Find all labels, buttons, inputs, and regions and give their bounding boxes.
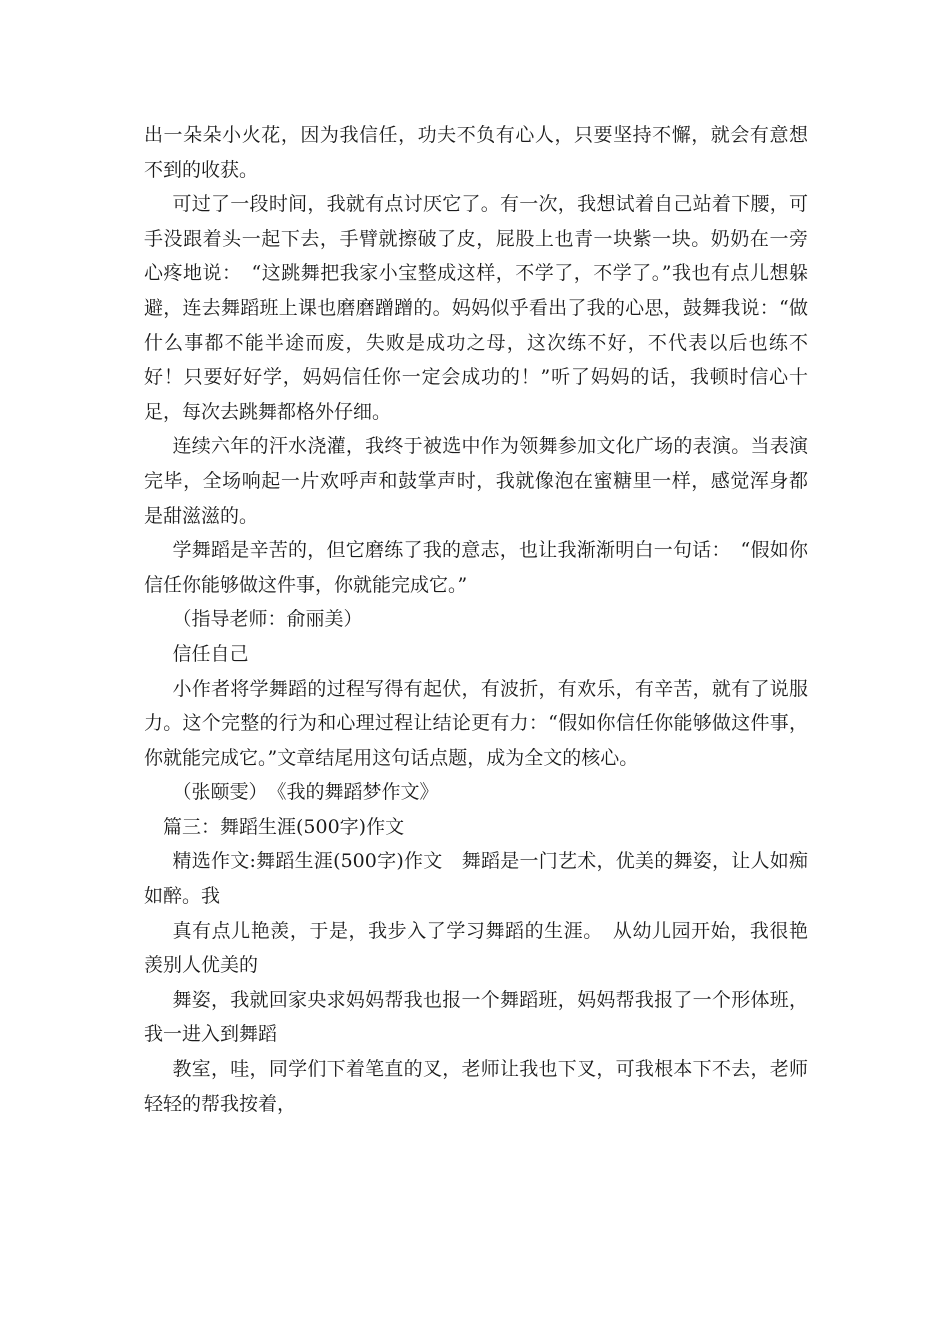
section-heading: 篇三：舞蹈生涯(500字)作文 xyxy=(163,815,405,838)
comment-body: 小作者将学舞蹈的过程写得有起伏，有波折，有欢乐，有辛苦，就有了说服力。这个完整的行为和心理过程让结论更有力：“假如你信任你能够做这件事，你就能完成它。”文章结尾用这句话点题，成为全文的核心。 xyxy=(144,677,808,769)
paragraph-6: 真有点儿艳羡，于是，我步入了学习舞蹈的生涯。 从幼儿园开始，我很艳羡别人优美的 xyxy=(144,919,808,977)
paragraph-7: 舞姿，我就回家央求妈妈帮我也报一个舞蹈班，妈妈帮我报了一个形体班，我一进入到舞蹈 xyxy=(144,988,808,1046)
paragraph-5: 精选作文:舞蹈生涯(500字)作文 舞蹈是一门艺术，优美的舞姿，让人如痴如醉。我 xyxy=(144,850,808,908)
paragraph-2: 可过了一段时间，我就有点讨厌它了。有一次，我想试着自己站着下腰，可手没跟着头一起下去，手臂就擦破了皮，屁股上也青一块紫一块。奶奶在一旁心疼地说： “这跳舞把我家小宝整成这样，不学了，不学了。”我也有点儿想躲避，连去舞蹈班上课也磨磨蹭蹭的。妈妈似乎看出了我的心思，鼓舞我说：“做什么事都不能半途而废，失败是成功之母，这次练不好，不代表以后也练不好！只要好好学，妈妈信任你一定会成功的！”听了妈妈的话，我顿时信心十足，每次去跳舞都格外仔细。 xyxy=(144,193,808,423)
commenter-credit: （张颐雯） 《我的舞蹈梦作文》 xyxy=(172,781,439,804)
paragraph-4: 学舞蹈是辛苦的，但它磨练了我的意志，也让我渐渐明白一句话： “假如你信任你能够做这件事，你就能完成它。” xyxy=(144,539,808,596)
paragraph-3: 连续六年的汗水浇灌，我终于被选中作为领舞参加文化广场的表演。当表演完毕，全场响起一片欢呼声和鼓掌声时，我就像泡在蜜糖里一样，感觉浑身都是甜滋滋的。 xyxy=(144,435,808,527)
comment-title: 信任自己 xyxy=(172,642,249,665)
document-body xyxy=(144,118,808,1121)
paragraph-8: 教室，哇，同学们下着笔直的叉，老师让我也下叉，可我根本下不去，老师轻轻的帮我按着， xyxy=(144,1058,808,1115)
teacher-credit: （指导老师：俞丽美） xyxy=(172,608,363,631)
paragraph-1: 出一朵朵小火花，因为我信任，功夫不负有心人，只要坚持不懈，就会有意想不到的收获。 xyxy=(144,124,808,181)
